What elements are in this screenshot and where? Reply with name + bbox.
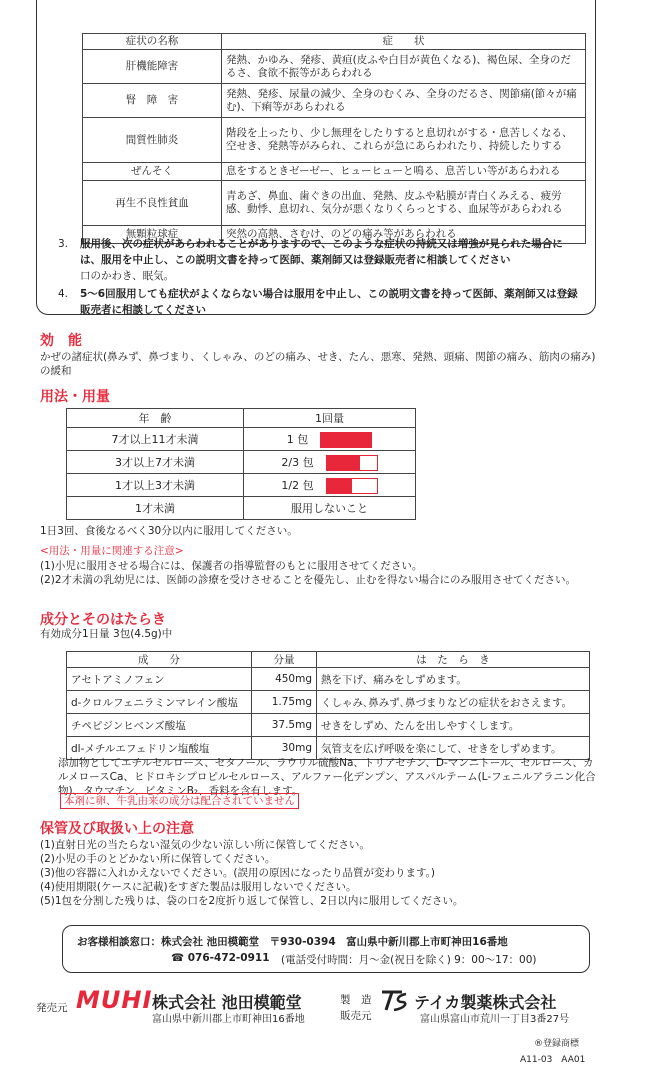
- symptom-desc: 突然の高熱、さむけ、のどの痛み等があらわれる: [222, 226, 586, 244]
- dose-bar: [326, 455, 378, 471]
- storage-item-5: (5)1包を分割した残りは、袋の口を2度折り返して保管し、2日以内に服用してください。: [40, 895, 464, 907]
- ingredient-effect: せきをしずめ、たんを出しやすくします。: [317, 714, 590, 737]
- header-cell: 症状の名称: [83, 34, 222, 50]
- note-4: [58, 286, 582, 318]
- note-3: [58, 236, 582, 284]
- table-row: [67, 474, 416, 497]
- ingredient-effect: くしゃみ､鼻みず､鼻づまりなどの症状をおさえます。: [317, 691, 590, 714]
- symptom-desc: 発熱、発疹、尿量の減少、全身のむくみ、全身のだるさ、関節痛(節々が痛む)、下痢等があらわれる: [222, 84, 586, 118]
- storage-item-1: (1)直射日光の当たらない湿気の少ない涼しい所に保管してください。: [40, 839, 370, 851]
- maker-address: 富山県富山市荒川一丁目3番27号: [420, 1014, 570, 1025]
- seller-label: 発売元: [36, 1002, 68, 1014]
- ingredients-table: [66, 651, 590, 760]
- ingredients-subtitle: 有効成分1日量 3包(4.5g)中: [40, 628, 173, 640]
- dose-cell: 服用しないこと: [244, 497, 416, 520]
- table-row: [83, 163, 586, 181]
- ingredient-amount: 37.5mg: [252, 714, 317, 737]
- dose-bar: [320, 432, 372, 448]
- ingredient-effect: 熱を下げ、痛みをしずめます。: [317, 668, 590, 691]
- table-row: [67, 451, 416, 474]
- note-4-text: 5～6回服用しても症状がよくならない場合は服用を中止し、この説明文書を持って医師、薬剤師又は登録販売者に相談してください: [80, 288, 578, 316]
- symptom-desc: 発熱、かゆみ、発疹、黄疸(皮ふや白目が黄色くなる)、褐色尿、全身のだるさ、食欲不振等があらわれる: [222, 50, 586, 84]
- symptom-name: ぜんそく: [83, 163, 222, 181]
- age-cell: 1才以上3才未満: [67, 474, 244, 497]
- ingredient-amount: 450mg: [252, 668, 317, 691]
- table-row: [83, 118, 586, 163]
- header-cell: 成 分: [67, 652, 252, 668]
- ingredient-amount: 30mg: [252, 737, 317, 760]
- contact-phone: ☎ 076-472-0911: [171, 952, 270, 964]
- symptom-desc: 階段を上ったり、少し無理をしたりすると息切れがする・息苦しくなる、空せき、発熱等がみられ、これらが急にあらわれたり、持続したりする: [222, 118, 586, 163]
- ingredients-table-header: [67, 652, 590, 668]
- dosage-caution-1: (1)小児に服用させる場合には、保護者の指導監督のもとに服用させてください。: [40, 560, 423, 572]
- table-row: [67, 691, 590, 714]
- contact-hours: (電話受付時間：月～金(祝日を除く) 9：00～17：00): [281, 954, 537, 966]
- note-4-number: 4.: [58, 288, 69, 300]
- table-row: [67, 428, 416, 451]
- dose-cell: [244, 474, 416, 497]
- age-cell: 7才以上11才未満: [67, 428, 244, 451]
- symptom-name: 間質性肺炎: [83, 118, 222, 163]
- dose-amount: 1 包: [286, 432, 309, 446]
- symptom-name: 無顆粒球症: [83, 226, 222, 244]
- customer-contact-box: [62, 925, 590, 973]
- dose-cell: [244, 428, 416, 451]
- header-cell: は た ら き: [317, 652, 590, 668]
- note-3-text: 服用後、次の症状があらわれることがありますので、このような症状の持続又は増強が見られた場合には、服用を中止し、この説明文書を持って医師、薬剤師又は登録販売者に相談してください: [80, 238, 563, 266]
- maker-label-1: 製 造: [340, 994, 372, 1006]
- dose-cell: [244, 451, 416, 474]
- header-cell: 症 状: [222, 34, 586, 50]
- dosage-table-header: [67, 409, 416, 428]
- efficacy-heading: 効 能: [40, 333, 82, 349]
- dose-amount: 2/3 包: [281, 455, 314, 469]
- age-cell: 1才未満: [67, 497, 244, 520]
- header-cell: 年 齢: [67, 409, 244, 428]
- symptom-table: [82, 33, 586, 244]
- seller-address: 富山県中新川郡上市町神田16番地: [152, 1014, 305, 1025]
- symptom-table-header: [83, 34, 586, 50]
- dosage-instruction: 1日3回、食後なるべく30分以内に服用してください。: [40, 525, 298, 537]
- ingredient-name: アセトアミノフェン: [67, 668, 252, 691]
- storage-item-4: (4)使用期限(ケースに記載)をすぎた製品は服用しないでください。: [40, 881, 357, 893]
- dosage-table: [66, 408, 416, 520]
- storage-item-3: (3)他の容器に入れかえないでください。(誤用の原因になったり品質が変わります。): [40, 867, 435, 879]
- maker-name: テイカ製薬株式会社: [414, 993, 557, 1012]
- contact-address: お客様相談窓口：株式会社 池田模範堂 〒930-0394 富山県中新川郡上市町神田16番地: [77, 936, 508, 948]
- age-cell: 3才以上7才未満: [67, 451, 244, 474]
- seller-name: 株式会社 池田模範堂: [152, 993, 302, 1012]
- note-3-number: 3.: [58, 238, 69, 250]
- maker-label-2: 販売元: [340, 1010, 372, 1022]
- efficacy-text: かぜの諸症状(鼻みず、鼻づまり、くしゃみ、のどの痛み、せき、たん、悪寒、発熱、頭痛、関節の痛み、筋肉の痛み)の緩和: [40, 351, 596, 377]
- dosage-caution-title: <用法・用量に関連する注意>: [40, 545, 184, 557]
- muhi-logo: MUHI: [76, 986, 153, 1014]
- table-row: [83, 50, 586, 84]
- ingredient-effect: 気管支を広げ呼吸を楽にして、せきをしずめます。: [317, 737, 590, 760]
- teika-logo-icon: [380, 988, 410, 1012]
- symptom-name: 腎 障 害: [83, 84, 222, 118]
- table-row: [83, 181, 586, 226]
- dose-bar: [326, 478, 378, 494]
- dose-amount: 1/2 包: [281, 478, 314, 492]
- table-row: [67, 668, 590, 691]
- storage-heading: 保管及び取扱い上の注意: [40, 821, 194, 837]
- table-row: [67, 497, 416, 520]
- ingredient-amount: 1.75mg: [252, 691, 317, 714]
- dosage-heading: 用法・用量: [40, 389, 110, 405]
- symptom-name: 肝機能障害: [83, 50, 222, 84]
- symptom-desc: 息をするときゼーゼー、ヒューヒューと鳴る、息苦しい等があらわれる: [222, 163, 586, 181]
- document-code: A11-03 AA01: [520, 1055, 586, 1065]
- note-3-symptoms: 口のかわき、眠気。: [80, 270, 175, 282]
- storage-item-2: (2)小児の手のとどかない所に保管してください。: [40, 853, 276, 865]
- ingredient-name: d-クロルフェニラミンマレイン酸塩: [67, 691, 252, 714]
- additives-text: 添加物としてエチルセルロース、セタノール、ラウリル硫酸Na、トリアセチン、D-マンニトール、セルロース、カルメロースCa、ヒドロキシプロピルセルロース、アルファー化デンプン、アスパルテーム(L-フェニルアラニン化合物)、タウマチン、ビタミンB₂、香料を含有します。: [58, 757, 596, 797]
- allergy-note: 本剤に卵、牛乳由来の成分は配合されていません: [60, 793, 299, 809]
- symptom-desc: 青あざ、鼻血、歯ぐきの出血、発熱、皮ふや粘膜が青白くみえる、疲労感、動悸、息切れ、気分が悪くなりくらっとする、血尿等があらわれる: [222, 181, 586, 226]
- symptom-name: 再生不良性貧血: [83, 181, 222, 226]
- ingredients-heading: 成分とそのはたらき: [40, 612, 166, 628]
- dosage-caution-2: (2)2才未満の乳幼児には、医師の診療を受けさせることを優先し、止むを得ない場合にのみ服用させてください。: [40, 574, 577, 586]
- table-row: [67, 714, 590, 737]
- ingredient-name: チペピジンヒベンズ酸塩: [67, 714, 252, 737]
- trademark-note: ®登録商標: [534, 1039, 580, 1049]
- ingredient-name: dl-メチルエフェドリン塩酸塩: [67, 737, 252, 760]
- header-cell: 分量: [252, 652, 317, 668]
- table-row: [83, 84, 586, 118]
- header-cell: 1回量: [244, 409, 416, 428]
